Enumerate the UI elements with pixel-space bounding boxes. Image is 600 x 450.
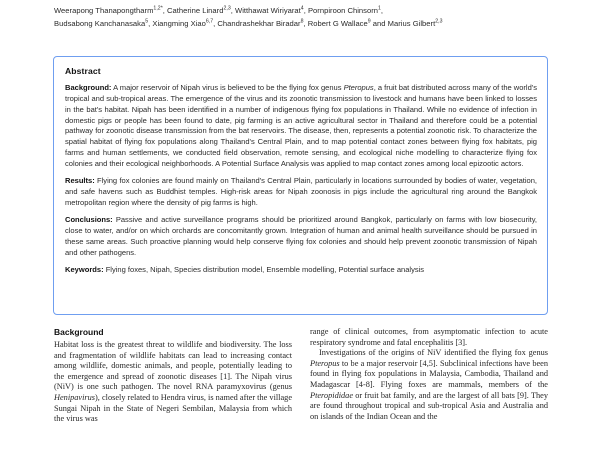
author-affiliation-marker: 1 (378, 5, 381, 12)
author-affiliation-marker: 5 (145, 18, 149, 25)
body-column-left (54, 327, 292, 450)
abstract-text-results: Flying fox colonies are found mainly on Thailand's Central Plain, particularly in locations surrounded by bodies of water, vegetation, and safe havens such as Buddhist temples. High-risk areas for Nipah zoonosis in pigs include the agricultural ring around the Bangkok metropolitan region where the density of pig farms is high. (65, 176, 537, 207)
body-columns (54, 327, 548, 450)
abstract-label-conclusions: Conclusions: (65, 215, 113, 225)
author-affiliation-marker: 2,3 (223, 5, 231, 12)
author-name: Robert G Wallace (307, 19, 368, 29)
author-name: Budsabong Kanchanasaka (54, 19, 146, 29)
body-paragraph-right-2: Investigations of the origins of NiV identified the flying fox genus Pteropus to be a major reservoir [4,5]. Subclinical infections have been found in flying fox populations in Malaysia, Cambodia, Thailand and Madagascar [4-8]. Flying foxes are mammals, members of the Pteropididae or fruit bat family, and are the largest of all bats [9]. They are found throughout tropical and sub-tropical Asia and Australia and on islands of the Indian Ocean and the (310, 348, 548, 421)
author-affiliation-marker: 2,3 (435, 18, 443, 25)
author-name: Weerapong Thanapongtharm (54, 6, 154, 15)
abstract-label-background: Background: (65, 83, 112, 92)
abstract-box (53, 56, 548, 315)
abstract-text-conclusions: Passive and active surveillance programs should be prioritized around Bangkok, particularly on farms with low biosecurity, close to water, and/or on which orchards are concomitantly grown. Integration of human and animal health surveillance should be pursued in these same areas. Such proactive planning would help conserve flying fox colonies and should help prevent zoonotic transmission of Nipah and other pathogens. (65, 215, 537, 257)
body-paragraph-left-1: Habitat loss is the greatest threat to wildlife and biodiversity. The loss and fragmentation of wildlife habitats can lead to increasing contact among wildlife, domestic animals, and people, potentially leading to the emergence and spread of zoonotic diseases [1]. The Nipah virus (NiV) is one such pathogen. The novel RNA paramyxovirus (genus Henipavirus), closely related to Hendra virus, is named after the village Sungai Nipah in the State of Negeri Sembilan, Malaysia from which the virus was (54, 340, 292, 424)
keywords-label: Keywords: (65, 265, 104, 275)
author-list (54, 4, 550, 30)
author-line-1: Weerapong Thanapongtharm$^{1,2*}$, Catherine Linard$^{2,3}$, Witthawat Wiriyarat$^4$, Pornpiroon Chinsorn$^1$, (54, 5, 384, 15)
body-paragraph-right-1: range of clinical outcomes, from asymptomatic infection to acute respiratory syndrome and fatal encephalitis [3]. (310, 327, 548, 347)
author-name: Marius Gilbert (387, 19, 436, 29)
keywords-text: Flying foxes, Nipah, Species distribution model, Ensemble modelling, Potential surface analysis (103, 265, 425, 275)
italic-term: Pteropididae (310, 390, 354, 400)
author-affiliation-marker: 4 (300, 5, 304, 12)
italic-term: Pteropus (310, 358, 340, 368)
author-affiliation-marker: 8 (300, 18, 304, 25)
author-affiliation-marker: 9 (367, 18, 371, 25)
abstract-label-results: Results: (65, 176, 95, 186)
italic-term: Henipavirus (54, 393, 96, 403)
author-name: Catherine Linard (167, 6, 224, 15)
author-name: Witthawat Wiriyarat (235, 6, 301, 15)
abstract-section-results (65, 176, 537, 209)
author-name: Pornpiroon Chinsorn (307, 6, 378, 15)
keywords-line (65, 265, 537, 276)
section-heading-background: Background (54, 327, 104, 337)
abstract-heading: Abstract (65, 66, 101, 76)
italic-term: Pteropus (343, 83, 374, 92)
abstract-text-background: A major reservoir of Nipah virus is believed to be the flying fox genus Pteropus, a fruit bat distributed across many of the world's tropical and sub-tropical areas. The emergence of the virus and its zoonotic transmission to livestock and humans have been linked to losses in the bat's habitat. Nipah has been identified in a number of indigenous flying fox populations in Thailand. While no evidence of infection in domestic pigs or people has been found to date, pig farming is an active agricultural sector in Thailand and therefore could be a potential pathway for zoonotic disease transmission from the bat reservoirs. The disease, then, represents a potential zoonotic risk. To characterize the spatial habitat of flying fox populations along Thailand's Central Plain, and to map potential contact zones between flying fox habitats, pig farms and human settlements, we conducted field observation, remote sensing, and ecological niche modelling to characterize flying fox colonies and their ecological neighborhoods. A Potential Surface Analysis was applied to map contact zones among local epizootic actors. (65, 83, 537, 168)
author-line-2: Budsabong Kanchanasaka$^5$, Xiangming Xiao$^{6,7}$, Chandrashekhar Biradar$^8$, Robert G Wallace$^9$ and Marius Gilbert$^{2,3}$ (54, 18, 443, 29)
author-name: Xiangming Xiao (152, 19, 206, 29)
abstract-section-background (65, 83, 537, 170)
author-affiliation-marker: 1,2* (153, 5, 163, 12)
abstract-section-conclusions (65, 215, 537, 258)
body-column-right (310, 327, 548, 450)
author-name: Chandrashekhar Biradar (217, 19, 301, 29)
author-affiliation-marker: 6,7 (205, 18, 214, 25)
